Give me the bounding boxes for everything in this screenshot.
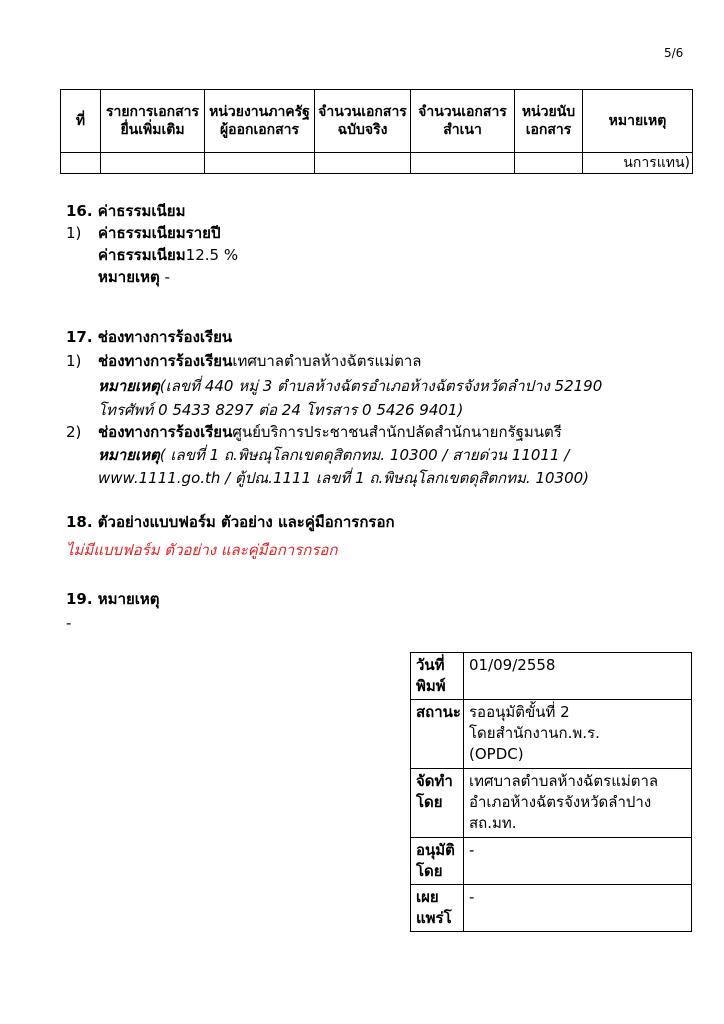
complaint-channel-1-note-line-1 (98, 375, 602, 397)
printed-date-value: 01/09/2558 (464, 653, 692, 700)
complaint-channel-1 (98, 350, 421, 372)
complaint-channel-1-note-line-2: โทรศัพท์ 0 5433 8297 ต่อ 24 โทรสาร 0 5426 9401) (98, 401, 464, 419)
col-issuing-agency: หน่วยงานภาครัฐผู้ออกเอกสาร (205, 90, 315, 153)
meta-row-status (411, 700, 692, 769)
table-cell: นการแทน) (583, 153, 693, 174)
complaint-channel-2-label: ช่องทางการร้องเรียน (98, 423, 233, 441)
status-label: สถานะ (411, 700, 464, 769)
section-18-text: ไม่มีแบบฟอร์ม ตัวอย่าง และคู่มือการกรอก (66, 541, 338, 559)
fee-note-line (98, 266, 170, 288)
page-number: 5/6 (664, 46, 684, 60)
table-cell (205, 153, 315, 174)
status-value-line: (OPDC) (469, 745, 524, 763)
fee-note-value: - (159, 268, 170, 286)
section-16-heading: 16. ค่าธรรมเนียม (66, 202, 186, 220)
complaint-channel-1-value: เทศบาลตำบลห้างฉัตรแม่ตาล (232, 352, 422, 370)
table-cell (101, 153, 205, 174)
complaint-channel-2-note-text: ( เลขที่ 1 ถ.พิษณุโลกเขตดุสิตกทม. 10300 / สายด่วน 11011 / (159, 446, 570, 464)
col-copy-count: จำนวนเอกสารสำเนา (411, 90, 515, 153)
table-row (61, 153, 693, 174)
fee-value: 12.5 % (185, 246, 239, 264)
col-original-count: จำนวนเอกสารฉบับจริง (315, 90, 411, 153)
section-17-item-2-number: 2) (66, 423, 82, 441)
printed-date-label: วันที่พิมพ์ (411, 653, 464, 700)
complaint-channel-2 (98, 421, 562, 443)
section-17-heading: 17. ช่องทางการร้องเรียน (66, 328, 233, 346)
table-cell (61, 153, 101, 174)
status-value-line: รออนุมัติขั้นที่ 2 (469, 703, 570, 721)
prepared-by-value: เทศบาลตำบลห้างฉัตรแม่ตาลอำเภอห้างฉัตรจังหวัดลำปางสถ.มท. (464, 769, 692, 838)
section-18-heading: 18. ตัวอย่างแบบฟอร์ม ตัวอย่าง และคู่มือการกรอก (66, 513, 395, 531)
col-unit: หน่วยนับเอกสาร (515, 90, 583, 153)
status-value (464, 700, 692, 769)
prepared-by-label: จัดทำโดย (411, 769, 464, 838)
documents-table (60, 89, 693, 174)
complaint-channel-1-note-text: (เลขที่ 440 หมู่ 3 ตำบลห้างฉัตรอำเภอห้างฉัตรจังหวัดลำปาง 52190 (159, 377, 603, 395)
complaint-channel-1-note-label: หมายเหตุ (98, 377, 160, 395)
meta-row-prepared-by (411, 769, 692, 838)
meta-row-printed (411, 653, 692, 700)
fee-line (98, 244, 238, 266)
table-cell (515, 153, 583, 174)
table-cell (315, 153, 411, 174)
col-no: ที่ (61, 90, 101, 153)
section-16-item-1-number: 1) (66, 224, 82, 242)
section-19-heading: 19. หมายเหตุ (66, 590, 160, 608)
complaint-channel-2-note-line-2: www.1111.go.th / ตู้ปณ.1111 เลขที่ 1 ถ.พิษณุโลกเขตดุสิตกทม. 10300) (98, 469, 590, 487)
status-value-line: โดยสำนักงานก.พ.ร. (469, 724, 600, 742)
document-meta-table (410, 652, 692, 932)
table-cell (411, 153, 515, 174)
complaint-channel-2-note-label: หมายเหตุ (98, 446, 160, 464)
meta-row-published (411, 885, 692, 932)
col-remarks: หมายเหตุ (583, 90, 693, 153)
fee-label: ค่าธรรมเนียม (98, 246, 186, 264)
published-label: เผยแพร่โ (411, 885, 464, 932)
published-value: - (464, 885, 692, 932)
fee-note-label: หมายเหตุ (98, 268, 160, 286)
complaint-channel-2-note-line-1 (98, 444, 569, 466)
col-document-list: รายการเอกสารยื่นเพิ่มเติม (101, 90, 205, 153)
approved-by-label: อนุมัติโดย (411, 838, 464, 885)
complaint-channel-1-label: ช่องทางการร้องเรียน (98, 352, 233, 370)
approved-by-value: - (464, 838, 692, 885)
table-header-row (61, 90, 693, 153)
section-19-text: - (66, 614, 72, 632)
section-16-item-1-title: ค่าธรรมเนียมรายปี (98, 224, 221, 242)
section-17-item-1-number: 1) (66, 352, 82, 370)
meta-row-approved-by (411, 838, 692, 885)
complaint-channel-2-value: ศูนย์บริการประชาชนสำนักปลัดสำนักนายกรัฐมนตรี (232, 423, 562, 441)
